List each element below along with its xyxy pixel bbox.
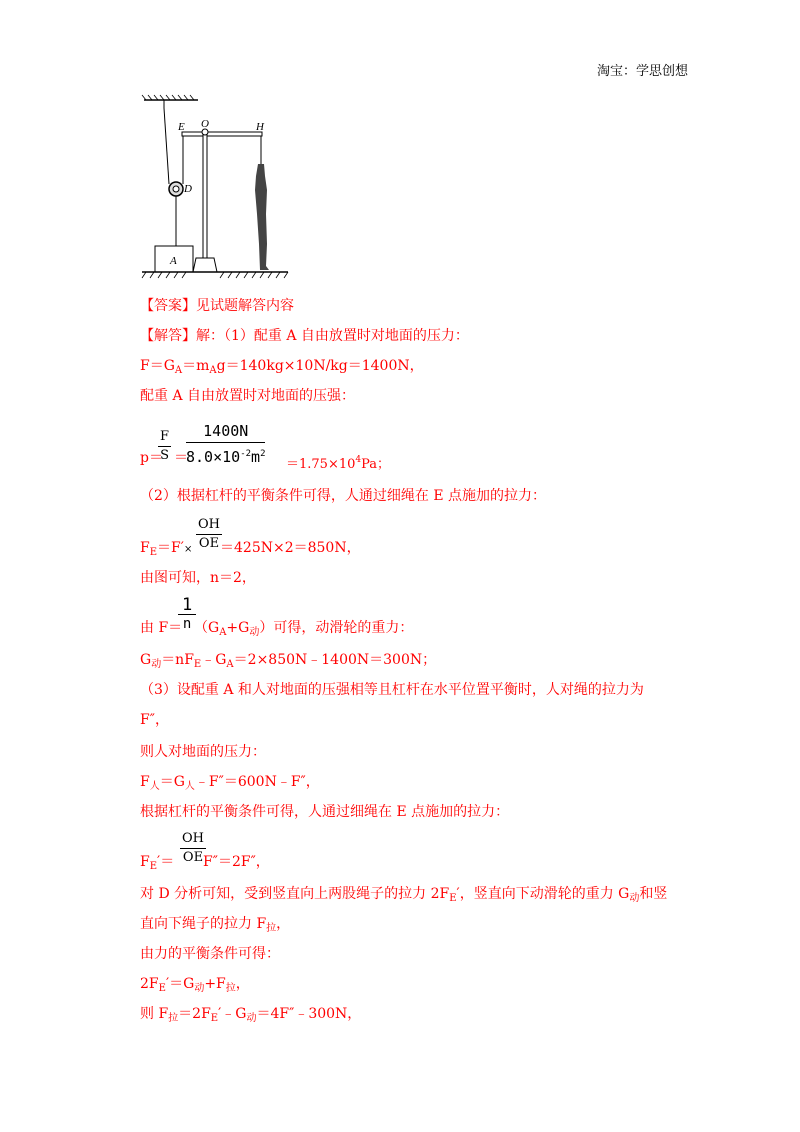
- subscript: 动: [249, 627, 260, 638]
- text: ＝2F: [178, 1006, 211, 1022]
- f-la-line: [140, 1004, 361, 1029]
- answer-line: [140, 296, 294, 316]
- numerator: OH: [180, 830, 206, 849]
- fe-prime-result: F″＝2F″，: [203, 854, 270, 870]
- text: 对 D 分析可知，受到竖直向上两股绳子的拉力 2F: [140, 886, 450, 902]
- text: ＝F′: [157, 540, 184, 556]
- label-d: D: [184, 183, 192, 195]
- fe-result: ＝425N×2＝850N，: [220, 540, 361, 556]
- fraction-1400-over-area: [186, 420, 265, 468]
- text: ＝m: [182, 358, 210, 374]
- denominator: n: [182, 616, 192, 632]
- answer-text: 见试题解答内容: [196, 298, 294, 314]
- text: F: [140, 540, 150, 556]
- text: ＝2×850N﹣1400N＝300N；: [233, 652, 437, 668]
- den-unit: m: [251, 448, 261, 466]
- eq-sign: ＝: [174, 450, 188, 466]
- part3-heading-line: （3）设配重 A 和人对地面的压强相等且杠杆在水平位置平衡时，人对绳的拉力为: [140, 682, 644, 698]
- text: ﹣F″＝600N﹣F″，: [194, 774, 320, 790]
- subscript: 拉: [168, 1013, 179, 1024]
- denominator: S: [160, 448, 169, 463]
- fraction-oh-over-oe: [196, 516, 222, 553]
- exponent: 4: [355, 455, 362, 465]
- pulley-lever-diagram: [138, 94, 298, 284]
- subscript: 动: [151, 659, 162, 670]
- numerator: F: [158, 428, 171, 447]
- text: ，: [276, 916, 291, 932]
- solution-tag: 【解答】: [140, 328, 196, 344]
- subscript: A: [174, 365, 183, 376]
- label-h: H: [256, 121, 264, 133]
- subscript: 人: [184, 781, 195, 792]
- subscript: E: [158, 983, 166, 994]
- text: ）可得，动滑轮的重力：: [259, 620, 414, 636]
- exponent: 2: [260, 449, 266, 459]
- label-e: E: [178, 121, 185, 133]
- numerator: 1400N: [186, 420, 265, 443]
- pulley-formula-rest: [194, 618, 413, 643]
- subscript: 人: [149, 781, 160, 792]
- pressure-force-line: [140, 356, 424, 381]
- denominator: OE: [182, 850, 204, 865]
- numerator: OH: [196, 516, 222, 535]
- text: ＝nF: [161, 652, 194, 668]
- n-line: 由图可知，n＝2，: [140, 570, 256, 586]
- denominator: [186, 443, 265, 468]
- text: +G: [226, 620, 250, 636]
- text: 和竖: [639, 886, 668, 902]
- text: ′＝G: [165, 976, 195, 992]
- denominator: OE: [198, 536, 220, 551]
- f-double-prime-line: F″，: [140, 712, 169, 728]
- force-balance-heading: 由力的平衡条件可得：: [140, 946, 280, 962]
- g-dong-line: [140, 650, 436, 675]
- subscript: E: [149, 861, 158, 872]
- text: Pa；: [361, 457, 391, 472]
- solution-intro-line: [140, 326, 469, 346]
- text: 直向下绳子的拉力 F: [140, 916, 267, 932]
- person-force-line: [140, 772, 320, 797]
- text: ＝G: [159, 774, 185, 790]
- text: g＝140kg×10N/kg＝1400N，: [216, 358, 424, 374]
- text: 2F: [140, 976, 159, 992]
- text: ＝1.75×10: [286, 457, 356, 472]
- d-analysis-line: [140, 884, 667, 909]
- text: ﹣G: [201, 652, 227, 668]
- answer-tag: 【答案】: [140, 298, 196, 314]
- exponent: -2: [240, 449, 252, 459]
- fe-prime-line: [140, 852, 174, 877]
- subscript: 动: [246, 1013, 257, 1024]
- subscript: E: [193, 659, 202, 670]
- page-header: 淘宝：学思创想: [596, 64, 688, 79]
- subscript: E: [210, 1013, 219, 1024]
- text: +F: [204, 976, 226, 992]
- fraction-f-over-s: [158, 428, 171, 465]
- d-analysis-line-2: [140, 914, 290, 939]
- subscript: 拉: [266, 923, 277, 934]
- text: F＝G: [140, 358, 175, 374]
- text: F: [140, 774, 150, 790]
- fe-formula-line: [140, 538, 192, 563]
- lever-condition-line: 根据杠杆的平衡条件可得，人通过细绳在 E 点施加的拉力：: [140, 804, 510, 820]
- text: ′＝: [157, 854, 175, 870]
- person-force-heading: 则人对地面的压力：: [140, 744, 266, 760]
- numerator: 1: [178, 596, 196, 615]
- pulley-formula-line: [140, 618, 182, 638]
- times-sign: ×: [183, 544, 193, 555]
- text: 由 F＝: [140, 620, 183, 636]
- subscript: 拉: [225, 983, 236, 994]
- text: p＝: [140, 450, 163, 466]
- subscript: E: [149, 547, 158, 558]
- subscript: A: [209, 365, 217, 376]
- subscript: A: [226, 659, 234, 670]
- den-text: 8.0×10: [186, 448, 241, 466]
- text: ′﹣G: [218, 1006, 247, 1022]
- pressure-heading-line: 配重 A 自由放置时对地面的压强：: [140, 388, 356, 404]
- text: ，: [235, 976, 250, 992]
- text: ′，竖直向下动滑轮的重力 G: [456, 886, 630, 902]
- label-a: A: [170, 255, 177, 267]
- solution-intro: 解：（1）配重 A 自由放置时对地面的压力：: [196, 328, 469, 344]
- pressure-result: [286, 450, 390, 475]
- subscript: 动: [194, 983, 205, 994]
- subscript: A: [219, 627, 227, 638]
- subscript: 动: [629, 893, 640, 904]
- force-balance-line: [140, 974, 250, 999]
- label-o: O: [201, 118, 209, 130]
- text: F: [140, 854, 150, 870]
- subscript: E: [449, 893, 457, 904]
- text: ＝4F″﹣300N，: [256, 1006, 362, 1022]
- text: G: [140, 652, 152, 668]
- text: （G: [194, 620, 220, 636]
- text: 则 F: [140, 1006, 169, 1022]
- part2-heading-line: （2）根据杠杆的平衡条件可得，人通过细绳在 E 点施加的拉力：: [140, 488, 547, 504]
